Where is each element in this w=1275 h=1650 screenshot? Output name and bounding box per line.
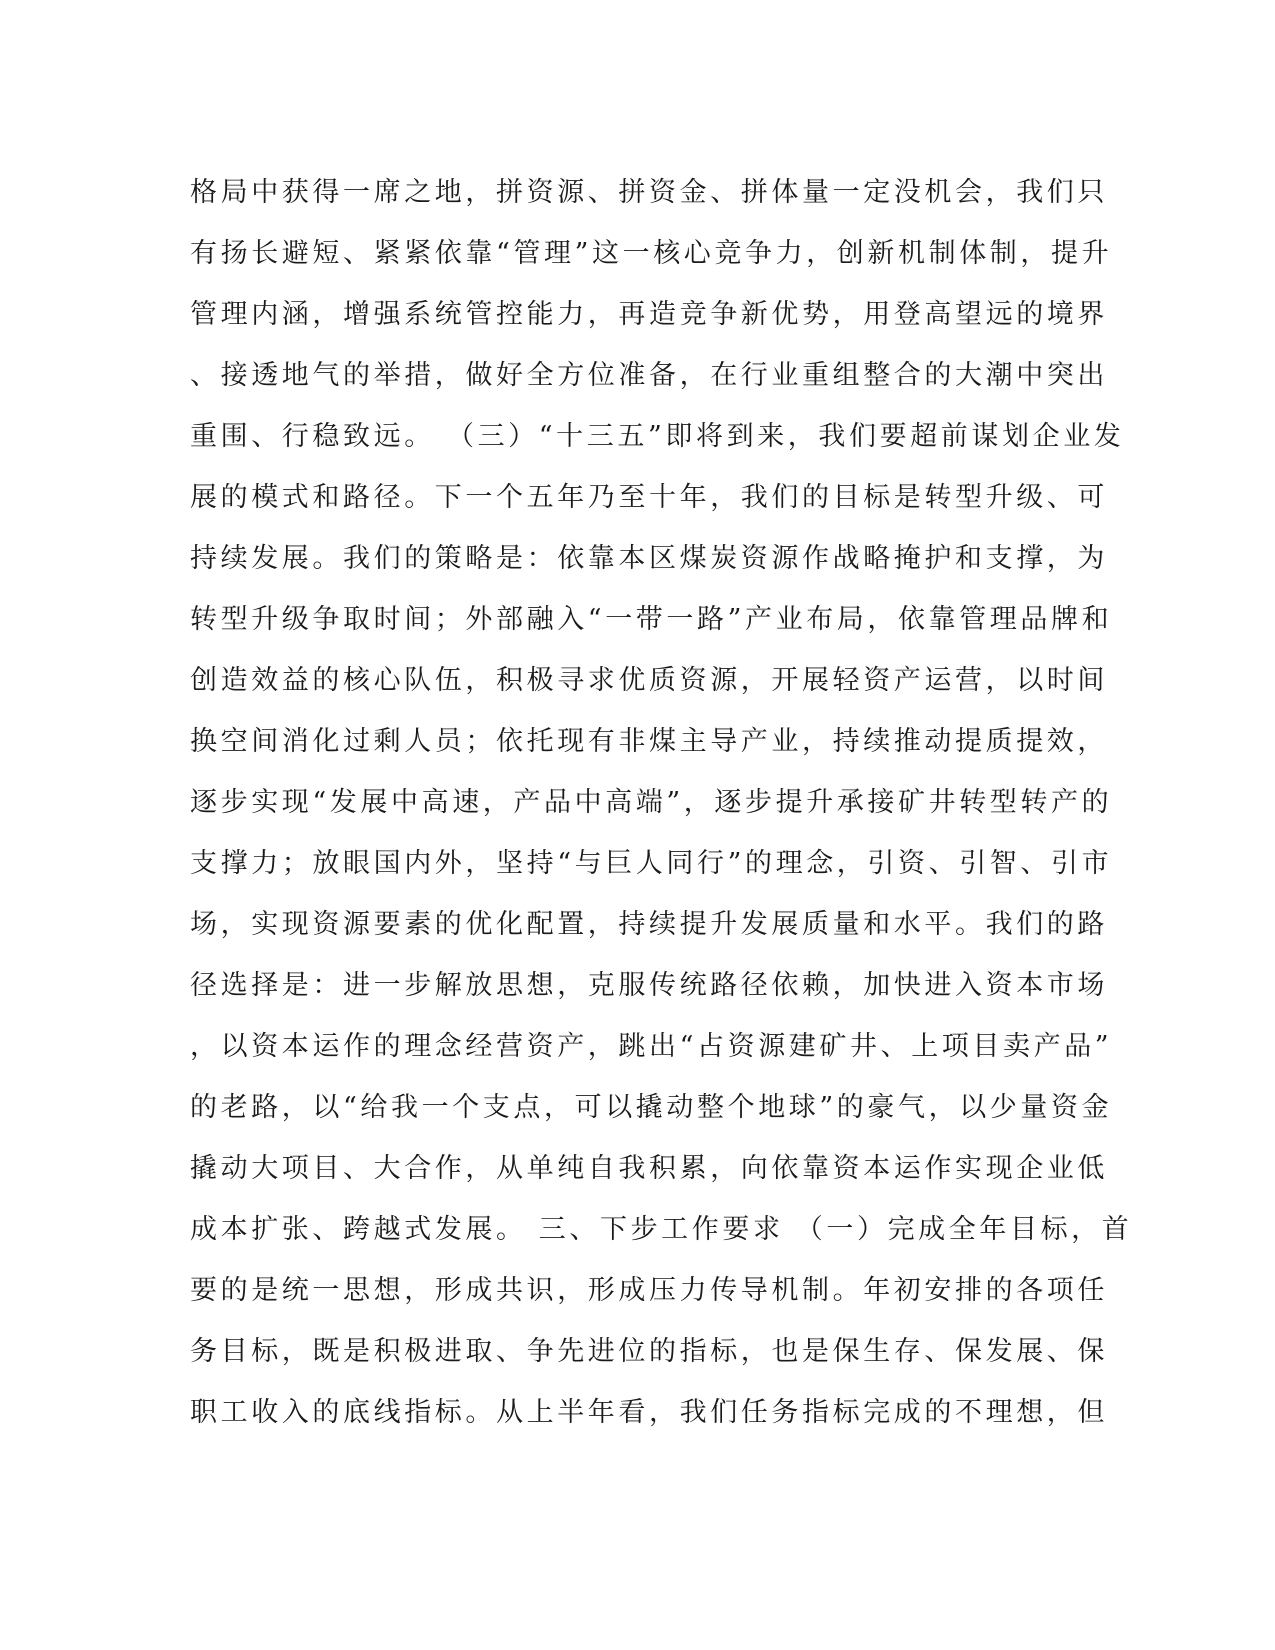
text-line: 务目标，既是积极进取、争先进位的指标，也是保生存、保发展、保 <box>190 1336 1108 1367</box>
text-line: 撬动大项目、大合作，从单纯自我积累，向依靠资本运作实现企业低 <box>190 1153 1108 1184</box>
text-line: 径选择是：进一步解放思想，克服传统路径依赖，加快进入资本市场 <box>190 970 1108 1001</box>
body-text <box>190 162 1133 1443</box>
text-line: 管理内涵，增强系统管控能力，再造竞争新优势，用登高望远的境界 <box>190 299 1108 330</box>
text-line: 转型升级争取时间；外部融入“一带一路”产业布局，依靠管理品牌和 <box>190 604 1113 635</box>
text-line: 持续发展。我们的策略是：依靠本区煤炭资源作战略掩护和支撑，为 <box>190 543 1108 574</box>
text-line: 职工收入的底线指标。从上半年看，我们任务指标完成的不理想，但 <box>190 1397 1108 1428</box>
text-line: 的老路，以“给我一个支点，可以撬动整个地球”的豪气，以少量资金 <box>190 1092 1113 1123</box>
text-line: 成本扩张、跨越式发展。 三、下步工作要求 （一）完成全年目标，首 <box>190 1214 1133 1245</box>
text-line: 支撑力；放眼国内外，坚持“与巨人同行”的理念，引资、引智、引市 <box>190 848 1113 879</box>
text-line: 、接透地气的举措，做好全方位准备，在行业重组整合的大潮中突出 <box>190 360 1108 391</box>
text-line: 格局中获得一席之地，拼资源、拼资金、拼体量一定没机会，我们只 <box>190 177 1108 208</box>
text-line: 创造效益的核心队伍，积极寻求优质资源，开展轻资产运营，以时间 <box>190 665 1108 696</box>
text-line: 换空间消化过剩人员；依托现有非煤主导产业，持续推动提质提效， <box>190 726 1108 757</box>
text-line: 要的是统一思想，形成共识，形成压力传导机制。年初安排的各项任 <box>190 1275 1108 1306</box>
text-line: 场，实现资源要素的优化配置，持续提升发展质量和水平。我们的路 <box>190 909 1108 940</box>
text-line: 重围、行稳致远。 （三）“十三五”即将到来，我们要超前谋划企业发 <box>190 421 1125 452</box>
text-line: ，以资本运作的理念经营资产，跳出“占资源建矿井、上项目卖产品” <box>190 1031 1113 1062</box>
text-line: 逐步实现“发展中高速，产品中高端”，逐步提升承接矿井转型转产的 <box>190 787 1113 818</box>
text-line: 有扬长避短、紧紧依靠“管理”这一核心竞争力，创新机制体制，提升 <box>190 238 1113 269</box>
text-line: 展的模式和路径。下一个五年乃至十年，我们的目标是转型升级、可 <box>190 482 1108 513</box>
